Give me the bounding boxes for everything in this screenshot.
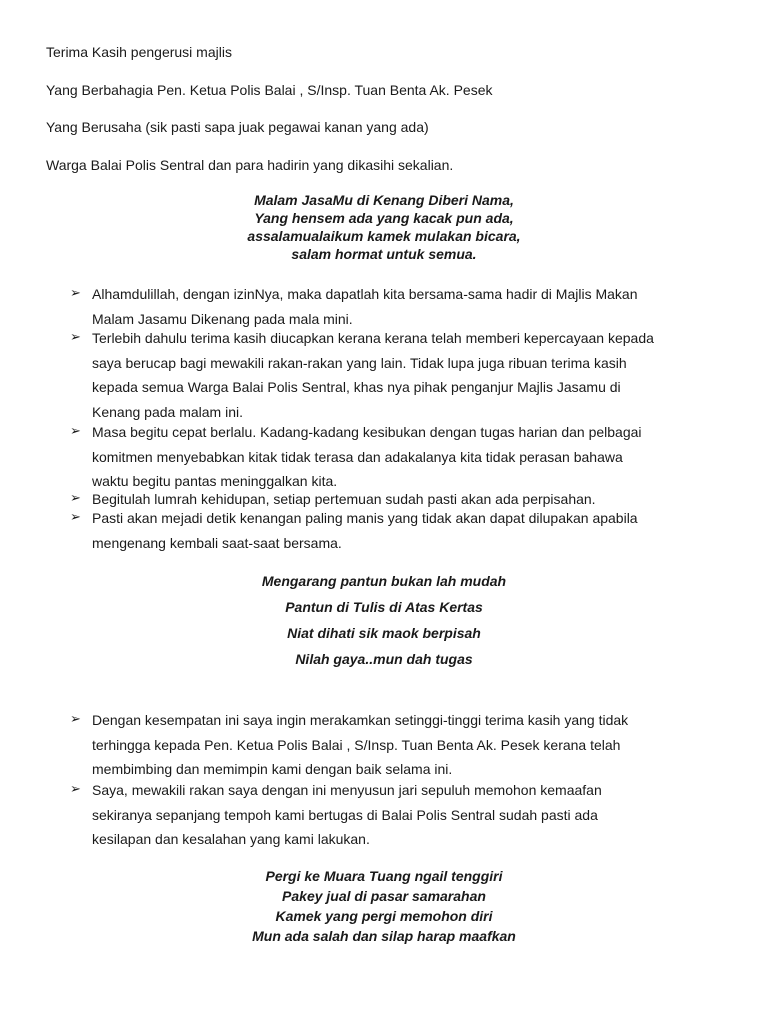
pantun-apology <box>0 866 768 946</box>
bullet-line: sekiranya sepanjang tempoh kami bertugas di Balai Polis Sentral sudah pasti ada <box>92 806 598 823</box>
bullet-line: terhingga kepada Pen. Ketua Polis Balai , S/Insp. Tuan Benta Ak. Pesek kerana telah <box>92 736 621 753</box>
bullet-line: Malam Jasamu Dikenang pada mala mini. <box>92 310 353 327</box>
bullet-line: komitmen menyebabkan kitak tidak terasa dan adakalanya kita tidak perasan bahawa <box>92 448 623 465</box>
bullet-line: Masa begitu cepat berlalu. Kadang-kadang kesibukan dengan tugas harian dan pelbagai <box>92 424 642 440</box>
poem-line: Nilah gaya..mun dah tugas <box>295 651 473 667</box>
bullet-line: Alhamdulillah, dengan izinNya, maka dapatlah kita bersama-sama hadir di Majlis Makan <box>92 286 638 302</box>
bullet-line: Begitulah lumrah kehidupan, setiap pertemuan sudah pasti akan ada perpisahan. <box>92 491 596 507</box>
bullet-line: saya berucap bagi mewakili rakan-rakan yang lain. Tidak lupa juga ribuan terima kasih <box>92 354 627 371</box>
arrow-bullet-icon: ➢ <box>70 712 81 727</box>
greeting-audience: Warga Balai Polis Sentral dan para hadirin yang dikasihi sekalian. <box>46 157 454 173</box>
bullet-line: Terlebih dahulu terima kasih diucapkan kerana kerana telah memberi kepercayaan kepada <box>92 330 654 346</box>
poem-line: Mengarang pantun bukan lah mudah <box>261 573 507 589</box>
poem-line: Malam JasaMu di Kenang Diberi Nama, <box>254 192 514 208</box>
arrow-bullet-icon: ➢ <box>70 510 81 525</box>
bullet-line: Saya, mewakili rakan saya dengan ini menyusun jari sepuluh memohon kemaafan <box>92 782 602 798</box>
pantun-farewell <box>0 568 768 672</box>
bullet-line: Pasti akan mejadi detik kenangan paling manis yang tidak akan dapat dilupakan apabila <box>92 510 638 526</box>
poem-line: Yang hensem ada yang kacak pun ada, <box>254 210 514 226</box>
arrow-bullet-icon: ➢ <box>70 424 81 439</box>
arrow-bullet-icon: ➢ <box>70 330 81 345</box>
poem-line: Pergi ke Muara Tuang ngail tenggiri <box>265 868 503 884</box>
greeting-officers: Yang Berusaha (sik pasti sapa juak pegawai kanan yang ada) <box>46 119 429 135</box>
arrow-bullet-icon: ➢ <box>70 491 81 506</box>
arrow-bullet-icon: ➢ <box>70 286 81 301</box>
arrow-bullet-icon: ➢ <box>70 782 81 797</box>
poem-line: salam hormat untuk semua. <box>291 246 477 262</box>
greeting-chairman: Terima Kasih pengerusi majlis <box>46 44 232 60</box>
poem-line: assalamualaikum kamek mulakan bicara, <box>247 228 521 244</box>
bullet-line: Dengan kesempatan ini saya ingin merakamkan setinggi-tinggi terima kasih yang tidak <box>92 712 629 728</box>
opening-poem <box>0 191 768 263</box>
poem-line: Niat dihati sik maok berpisah <box>287 625 481 641</box>
poem-line: Mun ada salah dan silap harap maafkan <box>252 928 516 944</box>
bullet-line: mengenang kembali saat-saat bersama. <box>92 534 342 551</box>
bullet-line: waktu begitu pantas meninggalkan kita. <box>92 473 338 489</box>
poem-line: Pantun di Tulis di Atas Kertas <box>285 599 483 615</box>
bullet-line: kepada semua Warga Balai Polis Sentral, khas nya pihak penganjur Majlis Jasamu di <box>92 379 621 395</box>
bullet-line: membimbing dan memimpin kami dengan baik selama ini. <box>92 761 453 777</box>
poem-line: Kamek yang pergi memohon diri <box>275 908 493 924</box>
greeting-police-chief: Yang Berbahagia Pen. Ketua Polis Balai , S/Insp. Tuan Benta Ak. Pesek <box>46 82 493 98</box>
poem-line: Pakey jual di pasar samarahan <box>282 888 486 904</box>
bullet-line: kesilapan dan kesalahan yang kami lakukan. <box>92 831 370 847</box>
bullet-line: Kenang pada malam ini. <box>92 403 243 420</box>
